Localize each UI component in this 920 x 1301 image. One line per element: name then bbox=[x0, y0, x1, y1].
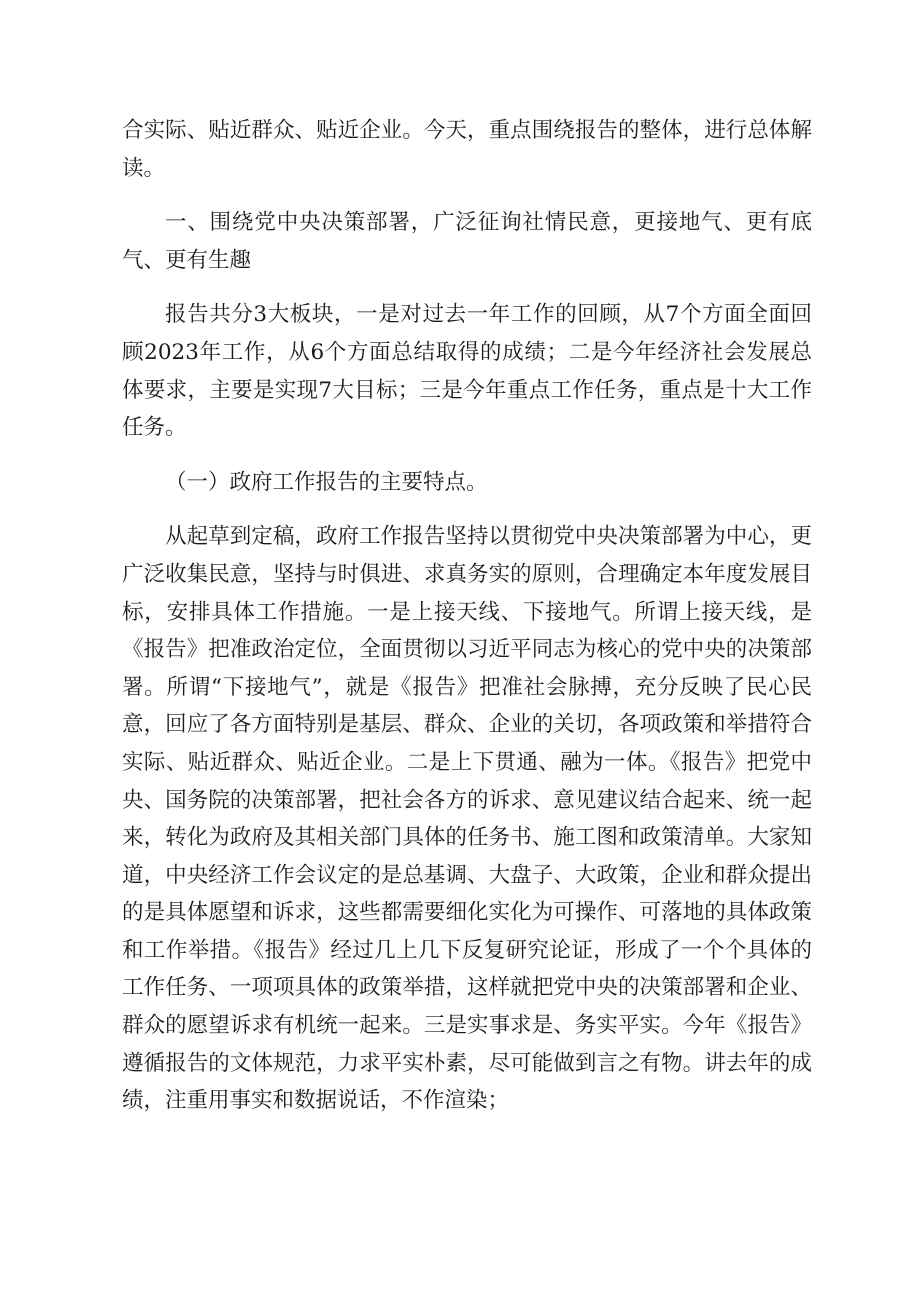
document-body bbox=[122, 112, 812, 1137]
subsection-heading: （一）政府工作报告的主要特点。 bbox=[165, 469, 488, 495]
paragraph-continuation: 合实际、贴近群众、贴近企业。今天，重点围绕报告的整体，进行总体解读。 bbox=[122, 118, 812, 181]
paragraph-report-features: 从起草到定稿，政府工作报告坚持以贯彻党中央决策部署为中心，更广泛收集民意，坚持与时俱进、求真务实的原则，合理确定本年度发展目标，安排具体工作措施。一是上接天线、下接地气。所谓上接天线，是《报告》把准政治定位，全面贯彻以习近平同志为核心的党中央的决策部署。所谓“下接地气”，就是《报告》把准社会脉搏，充分反映了民心民意，回应了各方面特别是基层、群众、企业的关切，各项政策和举措符合实际、贴近群众、贴近企业。二是上下贯通、融为一体。《报告》把党中央、国务院的决策部署，把社会各方的诉求、意见建议结合起来、统一起来，转化为政府及其相关部门具体的任务书、施工图和政策清单。大家知道，中央经济工作会议定的是总基调、大盘子、大政策，企业和群众提出的是具体愿望和诉求，这些都需要细化实化为可操作、可落地的具体政策和工作举措。《报告》经过几上几下反复研究论证，形成了一个个具体的工作任务、一项项具体的政策举措，这样就把党中央的决策部署和企业、群众的愿望诉求有机统一起来。三是实事求是、务实平实。今年《报告》遵循报告的文体规范，力求平实朴素，尽可能做到言之有物。讲去年的成绩，注重用事实和数据说话，不作渲染； bbox=[122, 524, 812, 1114]
paragraph-report-structure: 报告共分3大板块，一是对过去一年工作的回顾，从7个方面全面回顾2023年工作，从6个方面总结取得的成绩；二是今年经济社会发展总体要求，主要是实现7大目标；三是今年重点工作任务，重点是十大工作任务。 bbox=[122, 302, 812, 441]
section-heading: 一、围绕党中央决策部署，广泛征询社情民意，更接地气、更有底气、更有生趣 bbox=[122, 210, 812, 273]
